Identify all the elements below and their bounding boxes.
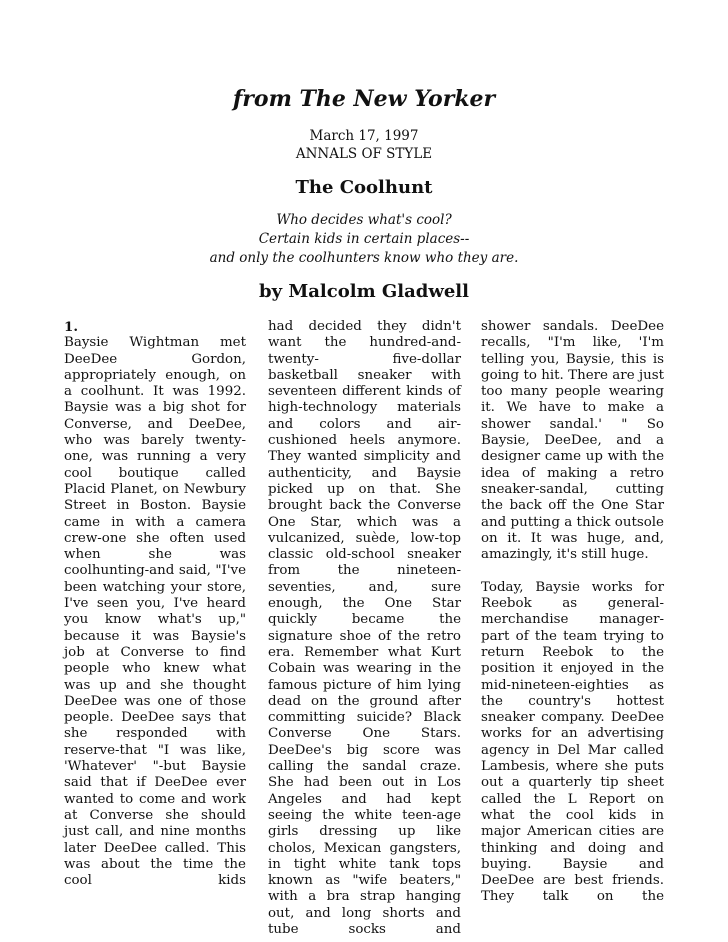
dek-line: Certain kids in certain places-- — [258, 231, 470, 247]
article-dek — [0, 211, 728, 268]
masthead-from: from — [232, 86, 292, 112]
paragraph: shower sandals. DeeDee recalls, "I'm like, 'I'm telling you, Baysie, this is going to hit. There are just too many people wearing it. We have to make a shower sandal.' " So Baysie, DeeDee, and a designer came up with the idea of making a retro sneaker-sandal, cutting the back off the One Star and putting a thick outsole on it. It was huge, and, amazingly, it's still huge. — [481, 319, 664, 563]
text-column-1 — [64, 319, 246, 889]
section-name: ANNALS OF STYLE — [295, 146, 433, 162]
text-column-3 — [481, 319, 664, 906]
byline: by Malcolm Gladwell — [259, 281, 469, 302]
section-number: 1. — [64, 319, 78, 335]
dek-line: Who decides what's cool? — [276, 212, 452, 228]
masthead — [0, 84, 728, 114]
dek-line: and only the coolhunters know who they are. — [209, 250, 519, 266]
text-column-2 — [268, 319, 461, 938]
article-title: The Coolhunt — [295, 177, 433, 198]
paragraph: had decided they didn't want the hundred-and-twenty- five-dollar basketball sneaker with seventeen different kinds of high-technology materials and colors and air-cushioned heels anymore. They wanted simplicity and authenticity, and Baysie picked up on that. She brought back the Converse One Star, which was a vulcanized, suède, low-top classic old-school sneaker from the nineteen-seventies, and, sure enough, the One Star quickly became the signature shoe of the retro era. Remember what Kurt Cobain was wearing in the famous picture of him lying dead on the ground after committing suicide? Black Converse One Stars. DeeDee's big score was calling the sandal craze. She had been out in Los Angeles and had kept seeing the white teen-age girls dressing up like cholos, Mexican gangsters, in tight white tank tops known as "wife beaters," with a bra strap hanging out, and long shorts and tube socks and — [268, 319, 461, 937]
issue-date: March 17, 1997 — [309, 128, 419, 144]
paragraph-gap — [481, 563, 664, 579]
paragraph: Baysie Wightman met DeeDee Gordon, appropriately enough, on a coolhunt. It was 1992. Baysie was a big shot for Converse, and DeeDee, who was barely twenty-one, was running a very cool boutique called Placid Planet, on Newbury Street in Boston. Baysie came in with a camera crew-one she often used when she was coolhunting-and said, "I've been watching your store, I've seen you, I've heard you know what's up," because it was Baysie's job at Converse to find people who knew what was up and she thought DeeDee was one of those people. DeeDee says that she responded with reserve-that "I was like, 'Whatever' "-but Baysie said that if DeeDee ever wanted to come and work at Converse she should just call, and nine months later DeeDee called. This was about the time the cool kids — [64, 335, 246, 889]
paragraph: Today, Baysie works for Reebok as general-merchandise manager-part of the team trying to return Reebok to the position it enjoyed in the mid-nineteen-eighties as the country's hottest sneaker company. DeeDee works for an advertising agency in Del Mar called Lambesis, where she puts out a quarterly tip sheet called the L Report on what the cool kids in major American cities are thinking and doing and buying. Baysie and DeeDee are best friends. They talk on the — [481, 579, 664, 905]
masthead-publication: The New Yorker — [299, 86, 496, 112]
